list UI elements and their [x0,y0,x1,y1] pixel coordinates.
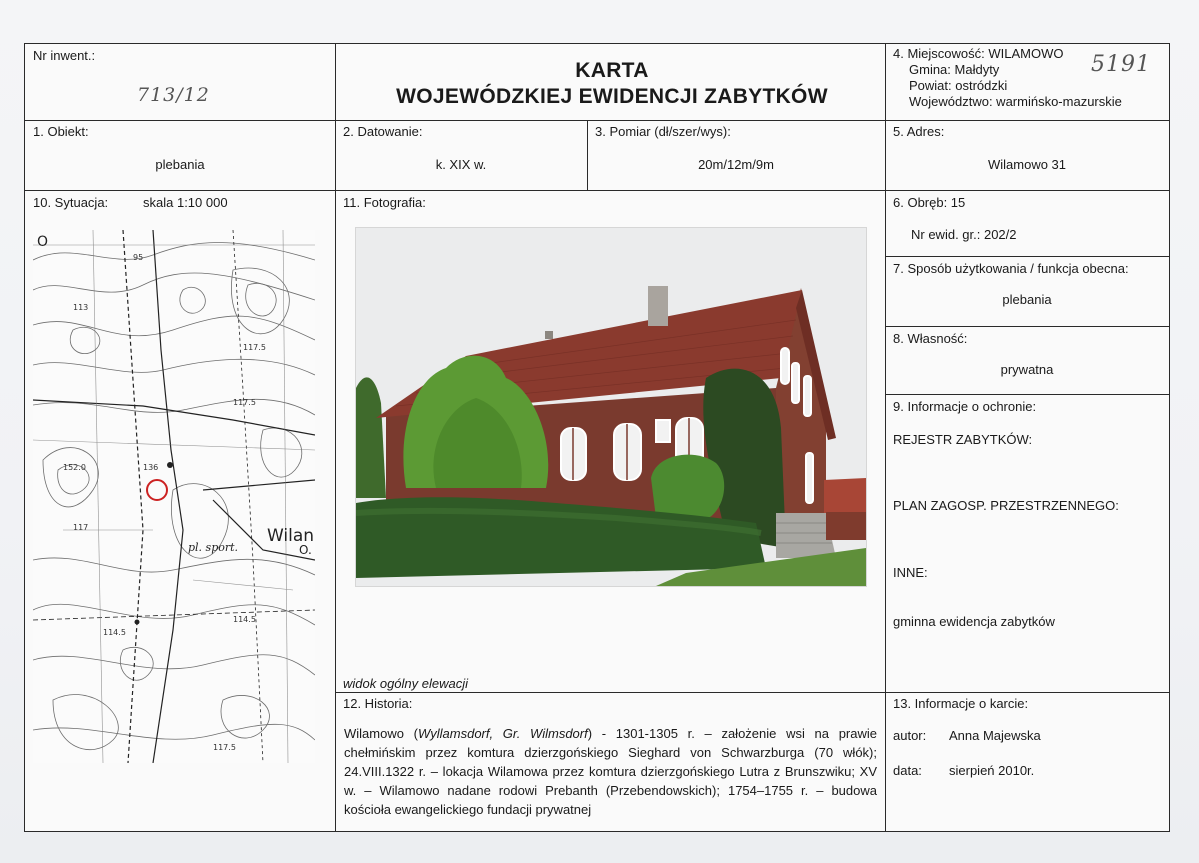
situation-map [33,230,315,763]
sposob-label: 7. Sposób użytkowania / funkcja obecna: [893,261,1129,276]
adres-label: 5. Adres: [893,124,945,139]
nr-inwent-handwritten: 713/12 [137,84,210,106]
card-title-line2: WOJEWÓDZKIEJ EWIDENCJI ZABYTKÓW [396,85,828,108]
fotografia-label: 11. Fotografia: [343,195,426,210]
parsonage-photo-drawing [356,228,866,586]
obiekt-label: 1. Obiekt: [33,124,89,139]
handwritten-number: 5191 [1091,52,1151,77]
sytuacja-scale: skala 1:10 000 [143,195,228,210]
wojewodztwo-label: Województwo: warmińsko-mazurskie [909,94,1122,109]
gminna-ewidencja-label: gminna ewidencja zabytków [893,614,1055,629]
karta-label: 13. Informacje o karcie: [893,696,1029,711]
grid-line [335,692,1169,693]
card-title-line1: KARTA [575,59,649,82]
photo-caption: widok ogólny elewacji [343,676,469,691]
pomiar-label: 3. Pomiar (dł/szer/wys): [595,124,731,139]
grid-line [25,190,1169,191]
svg-text:95: 95 [133,253,144,262]
svg-text:117.5: 117.5 [233,398,256,407]
map-label-circle: O [37,234,49,250]
obreb-label: 6. Obręb: 15 [893,195,966,210]
data-value: sierpień 2010r. [949,763,1035,778]
historia-text-rest: ) - 1301-1305 r. – założenie wsi na prawie chełmińskim przez komtura dzierzgońskiego Sieghard von Schwarzburga (70 włók); 24.VIII.1322 r. – lokacja Wilamowa przez komtura dzierzgońskiego Lutra z Brunszwiku; XV w. – Wilamowo nadane rodowi Prebanth (Przebendowskich); 1754–1755 r. – budowa kościoła ewangelickiego fundacji prywatnej [344,726,877,817]
grid-line [25,120,1169,121]
svg-text:113: 113 [73,303,89,312]
grid-line [885,256,1169,257]
ochrona-label: 9. Informacje o ochronie: [893,399,1037,414]
autor-label: autor: [893,728,927,743]
gmina-label: Gmina: Małdyty [909,62,1000,77]
svg-text:114.5: 114.5 [103,628,126,637]
pomiar-value: 20m/12m/9m [698,157,774,172]
historia-text-start: Wilamowo ( [344,726,418,741]
historia-text [344,724,877,819]
map-label-o: O. [299,543,312,557]
datowanie-label: 2. Datowanie: [343,124,423,139]
historia-label: 12. Historia: [343,696,413,711]
sytuacja-label: 10. Sytuacja: [33,195,109,210]
map-label-wilan: Wilan [267,526,315,546]
wlasnosc-label: 8. Własność: [893,331,968,346]
svg-text:117.5: 117.5 [243,343,266,352]
data-label: data: [893,763,922,778]
nr-inwent-label: Nr inwent.: [33,48,96,63]
miejscowosc-label: 4. Miejscowość: WILAMOWO [893,46,1064,61]
rejestr-label: REJESTR ZABYTKÓW: [893,432,1033,447]
svg-text:152.0: 152.0 [63,463,86,472]
building-photo [355,227,867,587]
obiekt-value: plebania [155,157,205,172]
svg-text:136: 136 [143,463,159,472]
datowanie-value: k. XIX w. [435,157,487,172]
adres-value: Wilamowo 31 [987,157,1067,172]
register-card [24,43,1170,832]
inne-label: INNE: [893,565,928,580]
powiat-label: Powiat: ostródzki [909,78,1008,93]
grid-line [587,120,588,190]
grid-line [885,326,1169,327]
autor-value: Anna Majewska [949,728,1041,743]
sposob-value: plebania [1002,292,1052,307]
topographic-map-drawing [33,230,315,763]
grid-line [885,394,1169,395]
svg-text:117: 117 [73,523,89,532]
plan-label: PLAN ZAGOSP. PRZESTRZENNEGO: [893,498,1119,513]
map-label-pl-sport: pl. sport. [188,541,239,554]
svg-text:114.5: 114.5 [233,615,256,624]
wlasnosc-value: prywatna [1000,362,1054,377]
historia-text-italic: Wyllamsdorf, Gr. Wilmsdorf [417,726,588,741]
nr-ewid-label: Nr ewid. gr.: 202/2 [911,227,1017,242]
svg-text:117.5: 117.5 [213,743,236,752]
